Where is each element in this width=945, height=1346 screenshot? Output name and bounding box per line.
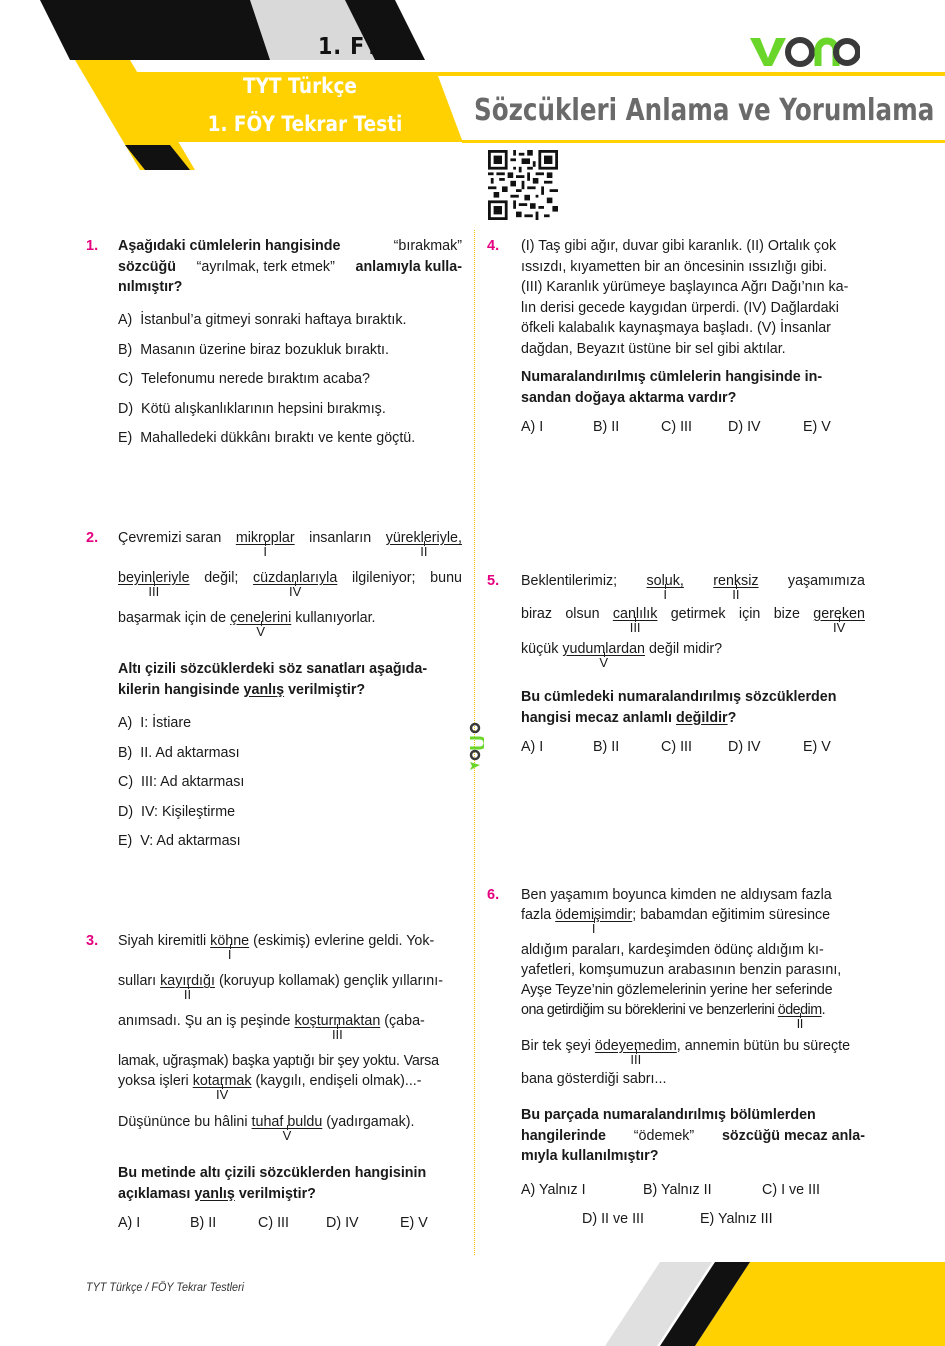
q4-option-d[interactable]: D) IV <box>728 419 761 435</box>
subject-title: Sözcükleri Anlama ve Yorumlama <box>474 93 935 128</box>
q3-option-b[interactable]: B) II <box>190 1215 217 1231</box>
footer-text: TYT Türkçe / FÖY Tekrar Testleri <box>86 1280 245 1294</box>
q2-number: 2. <box>86 530 99 546</box>
q5-option-b[interactable]: B) II <box>593 739 620 755</box>
q2-text: değil; <box>204 570 239 586</box>
q4-number: 4. <box>487 238 500 254</box>
q6-question: Bu parçada numaralandırılmış bölümlerden hangilerinde “ödemek” sözcüğü mecaz anla- mıyla kullanılmıştır? <box>521 1107 865 1164</box>
q2-underlined-word: yürekleriyle, II <box>385 530 462 559</box>
q5-option-c[interactable]: C) III <box>661 739 692 755</box>
q5-option-d[interactable]: D) IV <box>728 739 761 755</box>
test-title: 1. FÖY Tekrar Testi <box>207 112 403 136</box>
q1-stem-part: nılmıştır? <box>118 279 183 295</box>
q2-text: bunu <box>430 570 462 586</box>
q6-underlined-phrase: ödemişimdir I <box>555 907 633 936</box>
q2-underlined-word: beyinleriyle III <box>118 570 190 599</box>
footer-graphics <box>600 1262 945 1346</box>
q6-underlined-phrase: ödedim II <box>777 1002 822 1031</box>
q1-stem-part: anlamıyla kulla- <box>355 258 462 275</box>
q3-number: 3. <box>86 933 99 949</box>
q2-option-e[interactable]: E) V: Ad aktarması <box>118 833 241 849</box>
q1-stem-part: Aşağıdaki cümlelerin hangisinde <box>118 238 341 254</box>
q3-underlined-word: tuhaf buldu V <box>251 1114 323 1143</box>
q5-underlined-word: renksiz II <box>713 573 759 602</box>
q3-option-a[interactable]: A) I <box>118 1215 141 1231</box>
test-code: 1. FTT <box>318 34 396 60</box>
q2-text: kullanıyorlar. <box>295 610 376 626</box>
q5-option-e[interactable]: E) V <box>803 739 831 755</box>
q4-passage: (I) Taş gibi ağır, duvar gibi karanlık. (II) Ortalık çok ıssızdı, kıyametten bir an öncesinin ıssızlığı gibi. (III) Karanlık yürümeye başlayınca Ağrı Dağı’nın ka- lın derisi gecede kaygıdan ürperdi. (IV) Dağlardaki öfkeli kalabalık kaynaşmaya başladı. (V) İnsanlar dağdan, Beyazıt üstüne bir sel gibi aktılar. <box>521 238 849 357</box>
q6-number: 6. <box>487 887 500 903</box>
q4-option-a[interactable]: A) I <box>521 419 544 435</box>
q3-option-d[interactable]: D) IV <box>326 1215 359 1231</box>
q1-stem <box>118 236 462 298</box>
q1-option-b[interactable]: B) Masanın üzerine biraz bozukluk bıraktı. <box>118 342 389 358</box>
course-title: TYT Türkçe <box>243 74 357 98</box>
q4-option-e[interactable]: E) V <box>803 419 831 435</box>
q3-underlined-word: koşturmaktan III <box>294 1013 381 1042</box>
q6-passage: Ben yaşamım boyunca kimden ne aldıysam fazla fazla ödemişimdir I ; babamdan eğitimim süresince aldığım paraları, kardeşimden ödünç aldığım kı- yafetleri, komşumuzun arabasının benzin parasını, Ayşe Teyze’nin gözlemelerinin yerine her seferinde ona getirdiğim su böreklerini ve benzerlerini ödedim II . Bir tek şeyi ödeyemedim III , annemin bütün bu süreçte bana gösterdiği sabrı... <box>521 887 851 1087</box>
q6-option-b[interactable]: B) Yalnız II <box>643 1182 712 1198</box>
q1-number: 1. <box>86 238 99 254</box>
q2-question: Altı çizili sözcüklerdeki söz sanatları aşağıda- kilerin hangisinde yanlış verilmiştir? <box>118 661 428 698</box>
q1-option-e[interactable]: E) Mahalledeki dükkânı bıraktı ve kente göçtü. <box>118 430 416 446</box>
q3-underlined-word: köhne I <box>210 933 250 962</box>
q1-option-a[interactable]: A) İstanbul’a gitmeyi sonraki haftaya bıraktık. <box>118 312 407 328</box>
q2-underlined-word: çenelerini V <box>230 610 292 639</box>
q2-underlined-word: mikroplar I <box>235 530 295 559</box>
q1-stem-quote: “bırakmak” <box>393 238 462 254</box>
q2-underlined-word: cüzdanlarıyla IV <box>253 570 338 599</box>
q2-text: insanların <box>309 530 372 546</box>
q5-underlined-word: soluk, I <box>646 573 684 602</box>
vono-logo-icon <box>748 30 860 70</box>
q3-underlined-word: kotarmak IV <box>192 1073 252 1102</box>
q2-option-d[interactable]: D) IV: Kişileştirme <box>118 804 236 820</box>
q5-question: Bu cümledeki numaralandırılmış sözcüklerden hangisi mecaz anlamlı değildir? <box>521 689 837 726</box>
q6-underlined-phrase: ödeyemedim III <box>594 1038 677 1067</box>
q5-passage: Beklentilerimiz; soluk, I renksiz II yaşamımıza biraz olsun canlılık III getirmek için bize gereken IV küçük yudumlardan V değil midir? <box>521 573 865 670</box>
q2-text: ilgileniyor; <box>351 570 416 586</box>
q4-question: Numaralandırılmış cümlelerin hangisinde in- sandan doğaya aktarma vardır? <box>521 369 823 406</box>
q3-option-e[interactable]: E) V <box>400 1215 428 1231</box>
q1-option-c[interactable]: C) Telefonumu nerede bıraktım acaba? <box>118 371 370 387</box>
q1-option-d[interactable]: D) Kötü alışkanlıklarının hepsini bırakmış. <box>118 401 386 417</box>
q6-option-a[interactable]: A) Yalnız I <box>521 1182 586 1198</box>
q5-underlined-word: yudumlardan V <box>562 641 645 670</box>
q2-text: Çevremizi saran <box>118 530 222 546</box>
q2-option-a[interactable]: A) I: İstiare <box>118 715 192 731</box>
q6-option-e[interactable]: E) Yalnız III <box>700 1211 773 1227</box>
q1-stem-quote: “ayrılmak, terk etmek” <box>196 258 335 275</box>
q2-text: başarmak için de <box>118 610 227 626</box>
q1-stem-part: sözcüğü <box>118 258 176 275</box>
q3-underlined-word: kayırdığı II <box>160 973 215 1002</box>
q3-option-c[interactable]: C) III <box>258 1215 289 1231</box>
q5-number: 5. <box>487 573 500 589</box>
q6-option-c[interactable]: C) I ve III <box>762 1182 821 1198</box>
q2-passage <box>118 528 462 648</box>
q5-option-a[interactable]: A) I <box>521 739 544 755</box>
q3-question: Bu metinde altı çizili sözcüklerden hangisinin açıklaması yanlış verilmiştir? <box>118 1165 427 1202</box>
q3-passage: Siyah kiremitli köhne I (eskimiş) evlerine geldi. Yok- sulları kayırdığı II (koruyup kollamak) gençlik yıllarını- anımsadı. Şu an iş peşinde koşturmaktan III (çaba- lamak, uğraşmak) başka yaptığı bir şey yoktu. Varsa yoksa işleri kotarmak IV (kaygılı, endişeli olmak)...- Düşününce bu hâlini tuhaf buldu V (yadırgamak). <box>118 933 443 1143</box>
q4-option-c[interactable]: C) III <box>661 419 692 435</box>
vono-vertical-logo-icon <box>466 722 484 772</box>
q5-underlined-word: gereken IV <box>813 606 865 635</box>
q5-underlined-word: canlılık III <box>612 606 658 635</box>
qr-code-icon <box>488 150 558 220</box>
q4-option-b[interactable]: B) II <box>593 419 620 435</box>
q2-option-b[interactable]: B) II. Ad aktarması <box>118 745 240 761</box>
q2-option-c[interactable]: C) III: Ad aktarması <box>118 774 245 790</box>
q6-option-d[interactable]: D) II ve III <box>582 1211 644 1227</box>
